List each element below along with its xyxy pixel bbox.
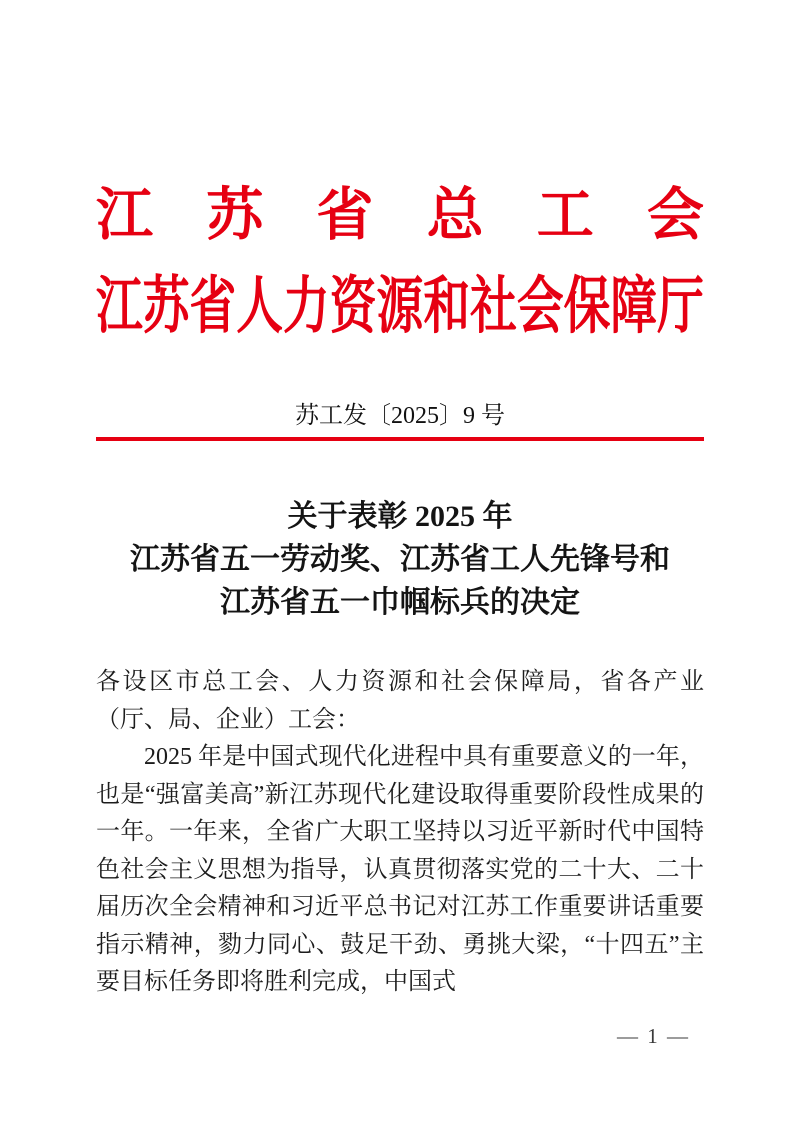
letterhead-char: 省 <box>316 184 374 247</box>
letterhead-char: 江 <box>96 273 143 341</box>
letterhead-char: 总 <box>426 184 484 247</box>
document-title-line-1: 关于表彰 2025 年 <box>287 500 513 533</box>
letterhead-char: 和 <box>423 273 471 341</box>
letterhead-char: 障 <box>610 273 658 341</box>
document-title-line-3: 江苏省五一巾帼标兵的决定 <box>220 586 580 619</box>
letterhead-char: 社 <box>470 273 517 341</box>
document-title-line-2: 江苏省五一劳动奖、江苏省工人先锋号和 <box>130 543 670 576</box>
document-body <box>96 664 704 1002</box>
red-separator-rule <box>96 437 704 441</box>
body-paragraph: 2025 年是中国式现代化进程中具有重要意义的一年，也是“强富美高”新江苏现代化建设取得重要阶段性成果的一年。一年来，全省广大职工坚持以习近平新时代中国特色社会主义思想为指导，认真贯彻落实党的二十大、二十届历次全会精神和习近平总书记对江苏工作重要讲话重要指示精神，勠力同心、鼓足干劲、勇挑大梁，“十四五”主要目标任务即将胜利完成，中国式 <box>96 744 704 995</box>
letterhead-char: 保 <box>563 273 611 341</box>
letterhead-char: 苏 <box>206 184 264 247</box>
letterhead-org-secondary-wrap <box>96 273 704 341</box>
document-number: 苏工发〔2025〕9 号 <box>295 403 505 429</box>
page-number: — 1 — <box>617 1024 690 1048</box>
letterhead-char: 会 <box>646 184 704 247</box>
letterhead-char: 资 <box>329 273 377 341</box>
letterhead-char: 厅 <box>657 273 704 341</box>
letterhead-char: 会 <box>516 273 564 341</box>
letterhead-char: 力 <box>283 273 330 341</box>
letterhead-char: 省 <box>189 273 237 341</box>
document-title <box>96 495 704 624</box>
letterhead-org-secondary <box>96 273 704 341</box>
letterhead-char: 苏 <box>142 273 190 341</box>
letterhead-char: 工 <box>536 184 594 247</box>
document-content <box>96 0 704 1002</box>
salutation: 各设区市总工会、人力资源和社会保障局，省各产业（厅、局、企业）工会： <box>96 669 704 733</box>
letterhead-char: 源 <box>376 273 424 341</box>
letterhead-char: 人 <box>236 273 284 341</box>
letterhead-org-primary <box>96 184 704 247</box>
letterhead-char: 江 <box>96 184 153 247</box>
